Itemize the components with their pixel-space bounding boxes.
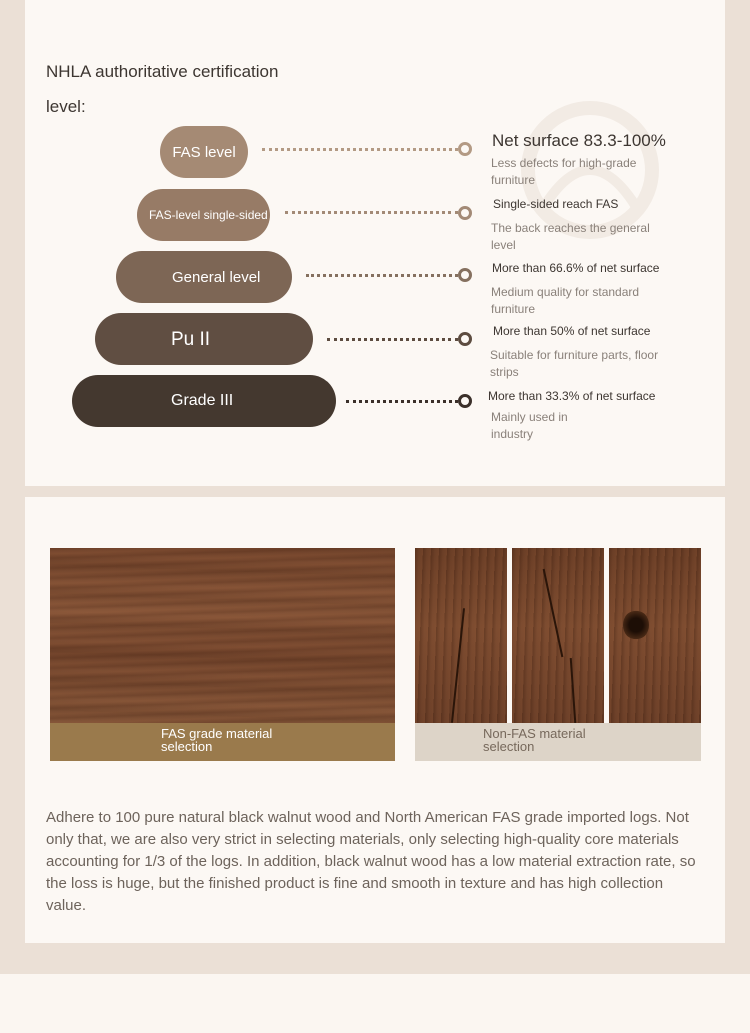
description-paragraph: Adhere to 100 pure natural black walnut wood and North American FAS grade imported logs. Not only that, we are also very strict in selecting materials, only selecting high-quality core materials accounting for 1/3 of the logs. In addition, black walnut wood has a low material extraction rate, so the loss is huge, but the finished product is fine and smooth in texture and has high collection value. [46, 809, 696, 914]
pill-general-level: General level [116, 251, 292, 303]
bottom-strip [0, 974, 750, 1033]
level-description-general: Medium quality for standard furniture [491, 285, 640, 316]
level-description-pu: Suitable for furniture parts, floor strips [490, 348, 659, 379]
fas-material-photo [50, 548, 395, 761]
dotted-line [262, 148, 458, 151]
non-fas-material-photo [415, 548, 701, 761]
level-description-single: The back reaches the general level [491, 221, 650, 252]
plank-image [512, 548, 604, 723]
intro-line-2: level: [46, 97, 86, 116]
level-heading-fas: Net surface 83.3-100% [492, 131, 666, 150]
dotted-line [306, 274, 458, 277]
wood-knot-mark [623, 610, 649, 640]
walnut-texture-image [50, 548, 395, 723]
pill-pu-ii: Pu II [95, 313, 313, 365]
ring-marker-icon [458, 394, 472, 408]
dotted-line [346, 400, 458, 403]
pill-grade-iii: Grade III [72, 375, 336, 427]
ring-marker-icon [458, 332, 472, 346]
ring-marker-icon [458, 206, 472, 220]
dotted-line [327, 338, 458, 341]
level-heading-general: More than 66.6% of net surface [492, 261, 660, 275]
ring-marker-icon [458, 142, 472, 156]
ring-marker-icon [458, 268, 472, 282]
plank-image [415, 548, 507, 723]
non-fas-caption [415, 723, 701, 761]
fas-caption-line-2: selection [161, 739, 213, 754]
pill-fas-single-sided: FAS-level single-sided [137, 189, 270, 241]
intro-line-1: NHLA authoritative certification [46, 62, 279, 81]
crack-mark [543, 569, 564, 657]
level-heading-single: Single-sided reach FAS [493, 197, 619, 211]
plank-image [609, 548, 701, 723]
level-description-grade: Mainly used in industry [491, 410, 568, 441]
level-heading-grade: More than 33.3% of net surface [488, 389, 656, 403]
non-fas-caption-line-2: selection [483, 739, 535, 754]
fas-caption [50, 723, 395, 761]
dotted-line [285, 211, 458, 214]
level-heading-pu: More than 50% of net surface [493, 324, 651, 338]
pill-fas-level: FAS level [160, 126, 248, 178]
fas-caption-line-1: FAS grade material [161, 726, 273, 741]
level-description-fas: Less defects for high-grade furniture [491, 156, 637, 187]
crack-mark [570, 658, 577, 723]
non-fas-caption-line-1: Non-FAS material [483, 726, 586, 741]
crack-mark [451, 608, 465, 723]
